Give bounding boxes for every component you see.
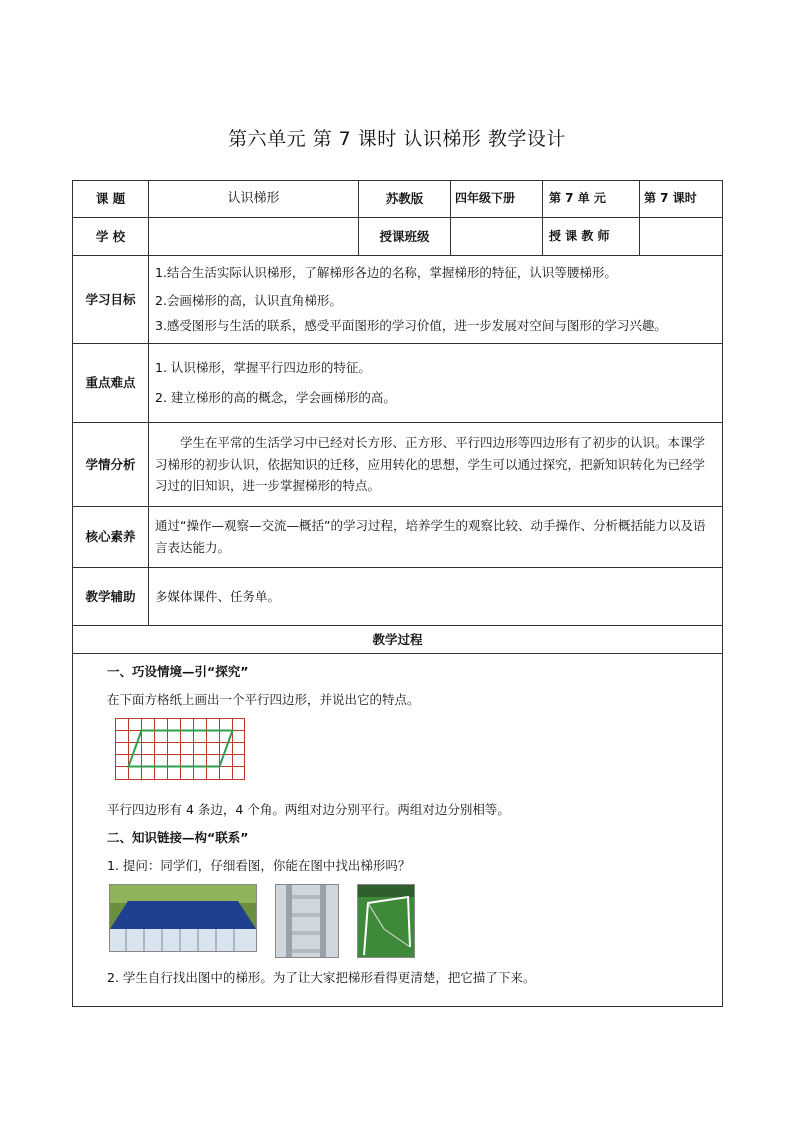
- literacy-row: [73, 507, 723, 568]
- section1-task: 在下面方格纸上画出一个平行四边形，并说出它的特点。: [107, 692, 420, 707]
- key-point-item: 1. 认识梯形，掌握平行四边形的特征。: [155, 360, 371, 376]
- section2-question-2: 2. 学生自行找出图中的梯形。为了让大家把梯形看得更清楚，把它描了下来。: [107, 970, 536, 985]
- class-label: 授课班级: [359, 218, 451, 256]
- grid-paper-svg: [115, 718, 245, 780]
- teacher-label: 授 课 教 师: [543, 218, 640, 256]
- school-row: [73, 218, 723, 256]
- ladder-photo: [275, 884, 339, 958]
- class-value: [451, 218, 543, 256]
- key-points-label: 重点难点: [73, 344, 149, 423]
- goal-net-photo: [357, 884, 415, 958]
- lesson: 第 7 课时: [640, 181, 723, 218]
- page-title: 第六单元 第 7 课时 认识梯形 教学设计: [228, 128, 566, 150]
- school-value: [149, 218, 359, 256]
- process-header-row: [73, 626, 723, 654]
- aids-label: 教学辅助: [73, 568, 149, 626]
- analysis-label: 学情分析: [73, 423, 149, 507]
- teacher-value: [640, 218, 723, 256]
- goals-row: [73, 256, 723, 344]
- literacy-label: 核心素养: [73, 507, 149, 568]
- process-row: [73, 654, 723, 1007]
- aids-text: 多媒体课件、任务单。: [155, 588, 281, 604]
- grade: 四年级下册: [451, 181, 543, 218]
- literacy-text: 通过“操作—观察—交流—概括”的学习过程，培养学生的观察比较、动手操作、分析概括能力以及语言表达能力。: [155, 518, 706, 555]
- section2-question-1: 1. 提问：同学们，仔细看图，你能在图中找出梯形吗？: [107, 858, 411, 873]
- photo-row: [109, 884, 692, 958]
- analysis-row: [73, 423, 723, 507]
- process-header: 教学过程: [73, 626, 723, 654]
- header-row: [73, 181, 723, 218]
- section2-title: 二、知识链接—构“联系”: [107, 830, 249, 845]
- key-points-row: [73, 344, 723, 423]
- roof-photo: [109, 884, 257, 952]
- key-point-item: 2. 建立梯形的高的概念，学会画梯形的高。: [155, 390, 396, 405]
- section1-answer: 平行四边形有 4 条边，4 个角。两组对边分别平行。两组对边分别相等。: [107, 802, 510, 817]
- goal-item: 1.结合生活实际认识梯形，了解梯形各边的名称，掌握梯形的特征，认识等腰梯形。: [155, 264, 617, 280]
- grid-paper: [115, 718, 692, 786]
- goal-item: 2.会画梯形的高，认识直角梯形。: [155, 292, 342, 308]
- analysis-text: 学生在平常的生活学习中已经对长方形、正方形、平行四边形等四边形有了初步的认识。本课学习梯形的初步认识，依据知识的迁移，应用转化的思想，学生可以通过探究，把新知识转化为已经学习过的旧知识，进一步掌握梯形的特点。: [155, 434, 706, 494]
- subject-label: 课 题: [73, 181, 149, 218]
- goal-item: 3.感受图形与生活的联系，感受平面图形的学习价值，进一步发展对空间与图形的学习兴趣。: [155, 318, 667, 334]
- section1-title: 一、巧设情境—引“探究”: [107, 664, 249, 679]
- publisher: 苏教版: [359, 181, 451, 218]
- goals-label: 学习目标: [73, 256, 149, 344]
- lesson-plan-table: [72, 180, 723, 1007]
- aids-row: [73, 568, 723, 626]
- subject-value: 认识梯形: [149, 181, 359, 218]
- unit: 第 7 单 元: [543, 181, 640, 218]
- school-label: 学 校: [73, 218, 149, 256]
